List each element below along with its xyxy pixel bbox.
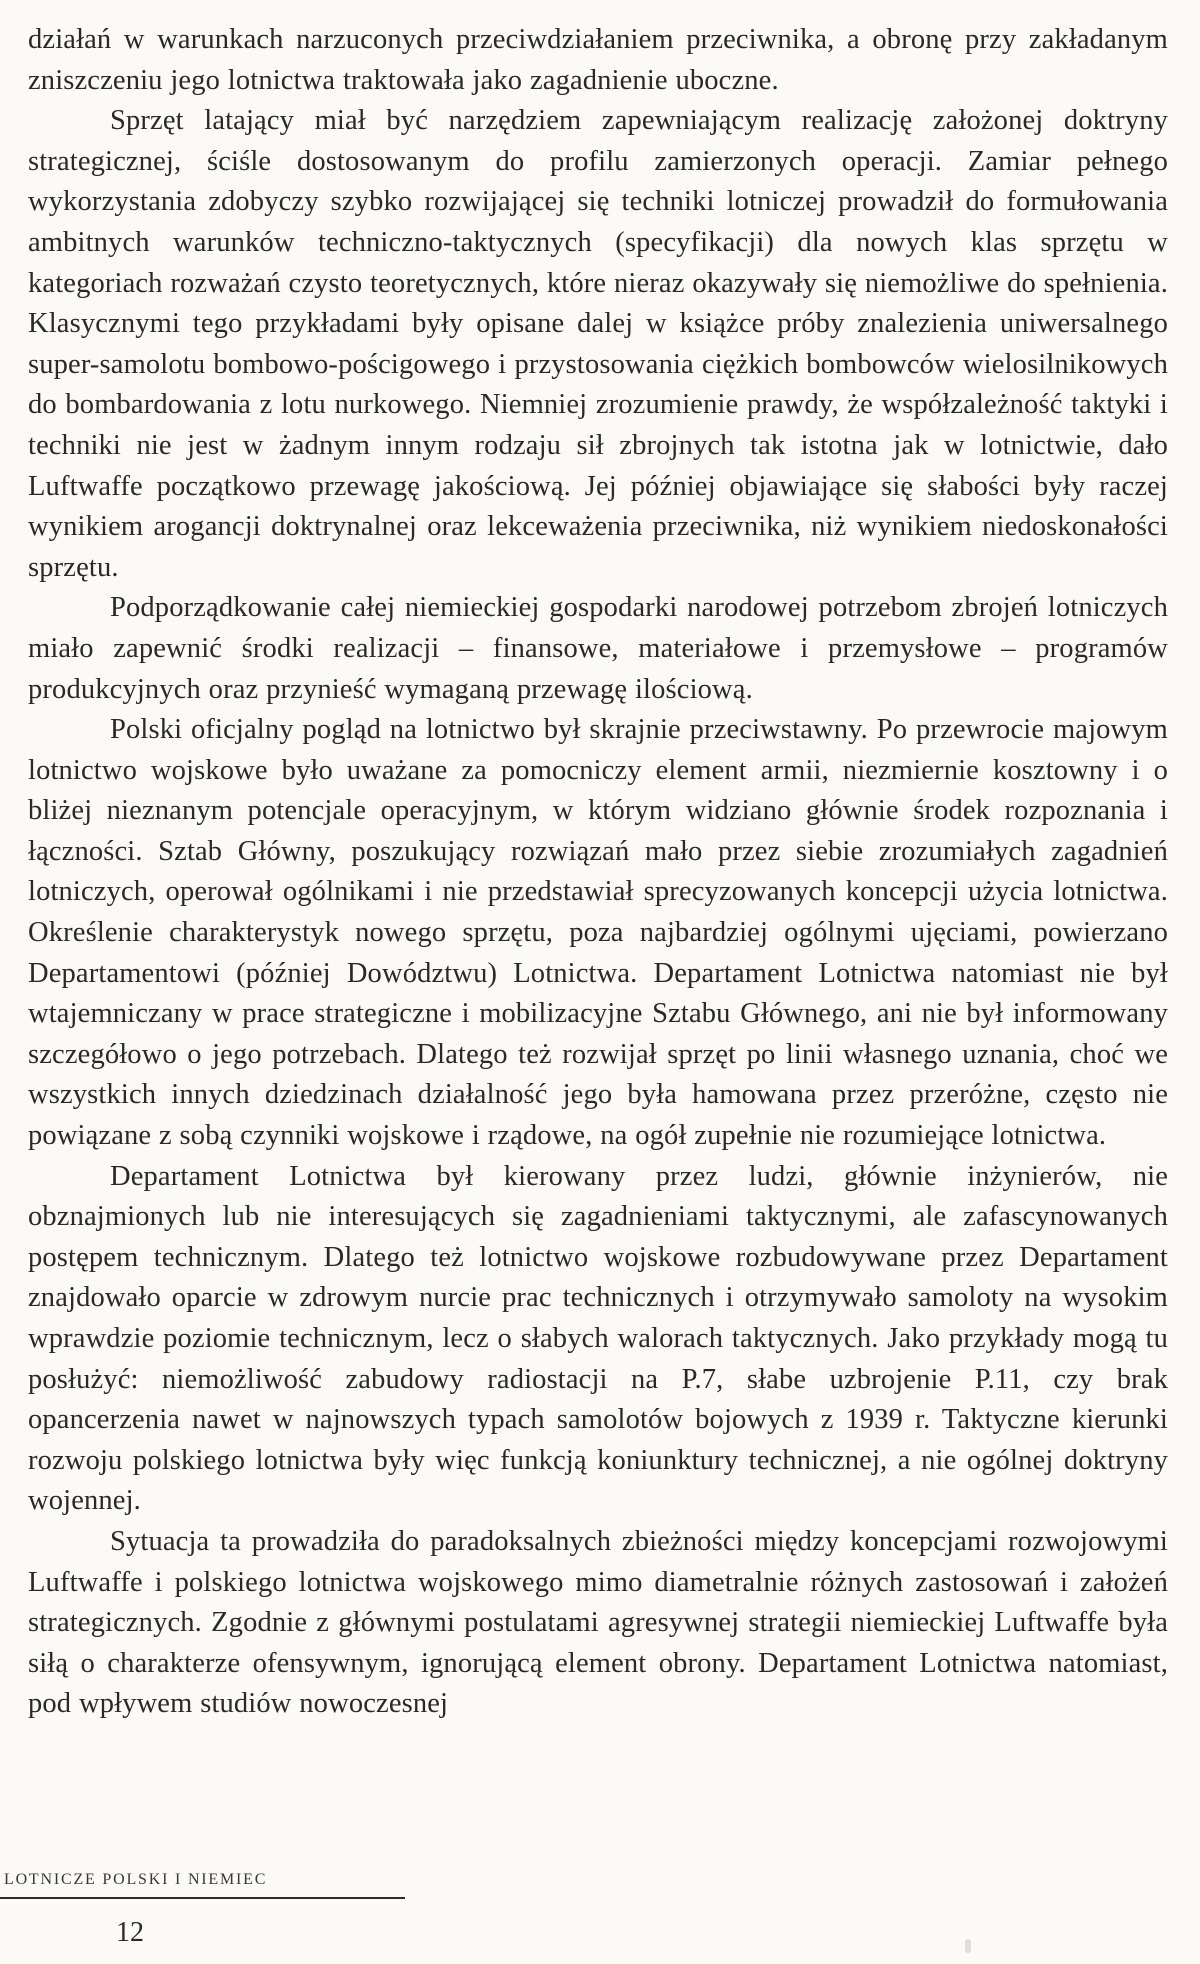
page-number: 12: [116, 1917, 144, 1948]
paragraph-3: Podporządkowanie całej niemieckiej gospodarki narodowej potrzebom zbrojeń lotniczych miało zapewnić środki realizacji – finansowe, materiałowe i przemysłowe – programów produkcyjnych oraz przynieść wymaganą przewagę ilościową.: [28, 592, 1168, 705]
paper-speck: [965, 1939, 971, 1953]
footer-divider: [0, 1897, 405, 1899]
paragraph-5: Departament Lotnictwa był kierowany przez ludzi, głównie inżynierów, nie obznajmionych lub nie interesujących się zagadnieniami taktycznymi, ale zafascynowanych postępem technicznym. Dlatego też lotnictwo wojskowe rozbudowywane przez Departament znajdowało oparcie w zdrowym nurcie prac technicznych i otrzymywało samoloty na wysokim wprawdzie poziomie technicznym, lecz o słabych walorach taktycznych. Jako przykłady mogą tu posłużyć: niemożliwość zabudowy radiostacji na P.7, słabe uzbrojenie P.11, czy brak opancerzenia nawet w najnowszych typach samolotów bojowych z 1939 r. Taktyczne kierunki rozwoju polskiego lotnictwa były więc funkcją koniunktury technicznej, a nie ogólnej doktryny wojennej.: [28, 1160, 1168, 1517]
paragraph-6: Sytuacja ta prowadziła do paradoksalnych zbieżności między koncepcjami rozwojowymi Luftwaffe i polskiego lotnictwa wojskowego mimo diametralnie różnych zastosowań i założeń strategicznych. Zgodnie z głównymi postulatami agresywnej strategii niemieckiej Luftwaffe była siłą o charakterze ofensywnym, ignorującą element obrony. Departament Lotnictwa natomiast, pod wpływem studiów nowoczesnej: [28, 1525, 1168, 1720]
paragraph-4: Polski oficjalny pogląd na lotnictwo był skrajnie przeciwstawny. Po przewrocie majowym lotnictwo wojskowe było uważane za pomocniczy element armii, niezmiernie kosztowny i o bliżej nieznanym potencjale operacyjnym, w którym widziano głównie środek rozpoznania i łączności. Sztab Główny, poszukujący rozwiązań mało przez siebie zrozumiałych zagadnień lotniczych, operował ogólnikami i nie przedstawiał sprecyzowanych koncepcji użycia lotnictwa. Określenie charakterystyk nowego sprzętu, poza najbardziej ogólnymi ujęciami, powierzano Departamentowi (później Dowództwu) Lotnictwa. Departament Lotnictwa natomiast nie był wtajemniczany w prace strategiczne i mobilizacyjne Sztabu Głównego, ani nie był informowany szczegółowo o jego potrzebach. Dlatego też rozwijał sprzęt po linii własnego uznania, choć we wszystkich innych dziedzinach działalność jego była hamowana przez przeróżne, często nie powiązane z sobą czynniki wojskowe i rządowe, na ogół zupełnie nie rozumiejące lotnictwa.: [28, 714, 1168, 1152]
paragraph-2: Sprzęt latający miał być narzędziem zapewniającym realizację założonej doktryny strategicznej, ściśle dostosowanym do profilu zamierzonych operacji. Zamiar pełnego wykorzystania zdobyczy szybko rozwijającej się techniki lotniczej prowadził do formułowania ambitnych warunków techniczno-taktycznych (specyfikacji) dla nowych klas sprzętu w kategoriach rozważań czysto teoretycznych, które nieraz okazywały się niemożliwe do spełnienia. Klasycznymi tego przykładami były opisane dalej w książce próby znalezienia uniwersalnego super-samolotu bombowo-pościgowego i przystosowania ciężkich bombowców wielosilnikowych do bombardowania z lotu nurkowego. Niemniej zrozumienie prawdy, że współzależność taktyki i techniki nie jest w żadnym innym rodzaju sił zbrojnych tak istotna jak w lotnictwie, dało Luftwaffe początkowo przewagę jakościową. Jej później objawiające się słabości były raczej wynikiem arogancji doktrynalnej oraz lekceważenia przeciwnika, niż wynikiem niedoskonałości sprzętu.: [28, 105, 1168, 583]
body-text: [28, 20, 1168, 1725]
running-title: LOTNICZE POLSKI I NIEMIEC: [4, 1871, 268, 1888]
paragraph-1: działań w warunkach narzuconych przeciwdziałaniem przeciwnika, a obronę przy zakładanym zniszczeniu jego lotnictwa traktowała jako zagadnienie uboczne.: [28, 24, 1168, 96]
page-footer: [0, 1871, 420, 1899]
